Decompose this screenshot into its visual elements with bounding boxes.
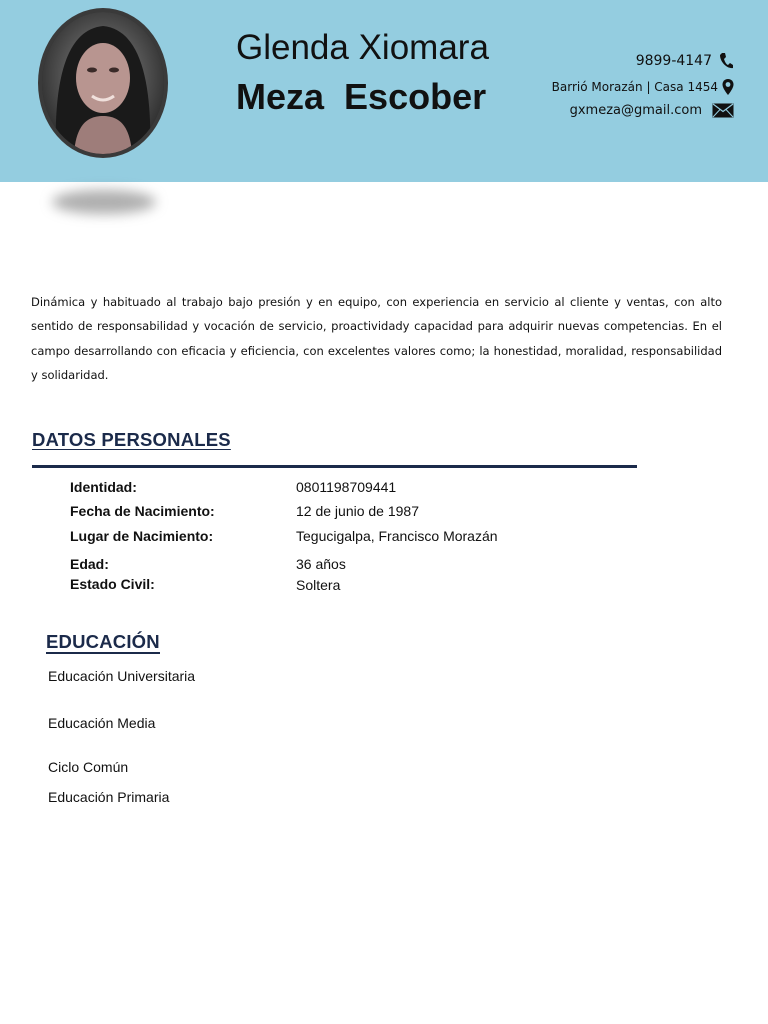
envelope-icon — [712, 103, 734, 118]
phone-icon — [718, 52, 734, 70]
identity-value: 0801198709441 — [296, 479, 397, 495]
last-names: Meza Escober — [236, 76, 487, 117]
age-label: Edad: — [70, 556, 109, 572]
contact-address — [552, 78, 734, 96]
civil-status-value: Soltera — [296, 577, 341, 593]
education-title: EDUCACIÓN — [46, 631, 160, 652]
contact-phone — [636, 52, 734, 70]
education-item: Educación Universitaria — [48, 668, 196, 684]
birth-place-label: Lugar de Nacimiento: — [70, 528, 214, 544]
phone-text: 9899-4147 — [635, 53, 712, 69]
birth-date-label: Fecha de Nacimiento: — [70, 503, 215, 519]
education-item: Educación Media — [48, 715, 156, 731]
birth-place-value: Tegucigalpa, Francisco Morazán — [296, 528, 498, 544]
section-divider — [32, 465, 637, 468]
civil-status-label: Estado Civil: — [70, 576, 155, 592]
education-item: Ciclo Común — [48, 759, 129, 775]
contact-email — [570, 103, 734, 118]
email-text[interactable]: gxmeza@gmail.com — [569, 103, 702, 118]
address-text: Barrió Morazán | Casa 1454 — [551, 80, 718, 94]
age-value: 36 años — [296, 556, 346, 572]
header-banner — [0, 0, 768, 182]
profile-photo — [38, 8, 168, 158]
personal-data-title: DATOS PERSONALES — [32, 429, 231, 450]
photo-shadow — [52, 190, 156, 214]
first-names: Glenda Xiomara — [236, 28, 489, 67]
profile-summary: Dinámica y habituado al trabajo bajo presión y en equipo, con experiencia en servicio al cliente y ventas, con alto sentido de responsabilidad y vocación de servicio, proactividady capacidad para adquirir nuevas competencias. En el campo desarrollando con eficacia y eficiencia, con excelentes valores como; la honestidad, moralidad, responsabilidad y solidaridad. — [31, 295, 722, 382]
education-item: Educación Primaria — [48, 789, 170, 805]
identity-label: Identidad: — [70, 479, 137, 495]
map-pin-icon — [722, 78, 734, 96]
birth-date-value: 12 de junio de 1987 — [296, 503, 419, 519]
